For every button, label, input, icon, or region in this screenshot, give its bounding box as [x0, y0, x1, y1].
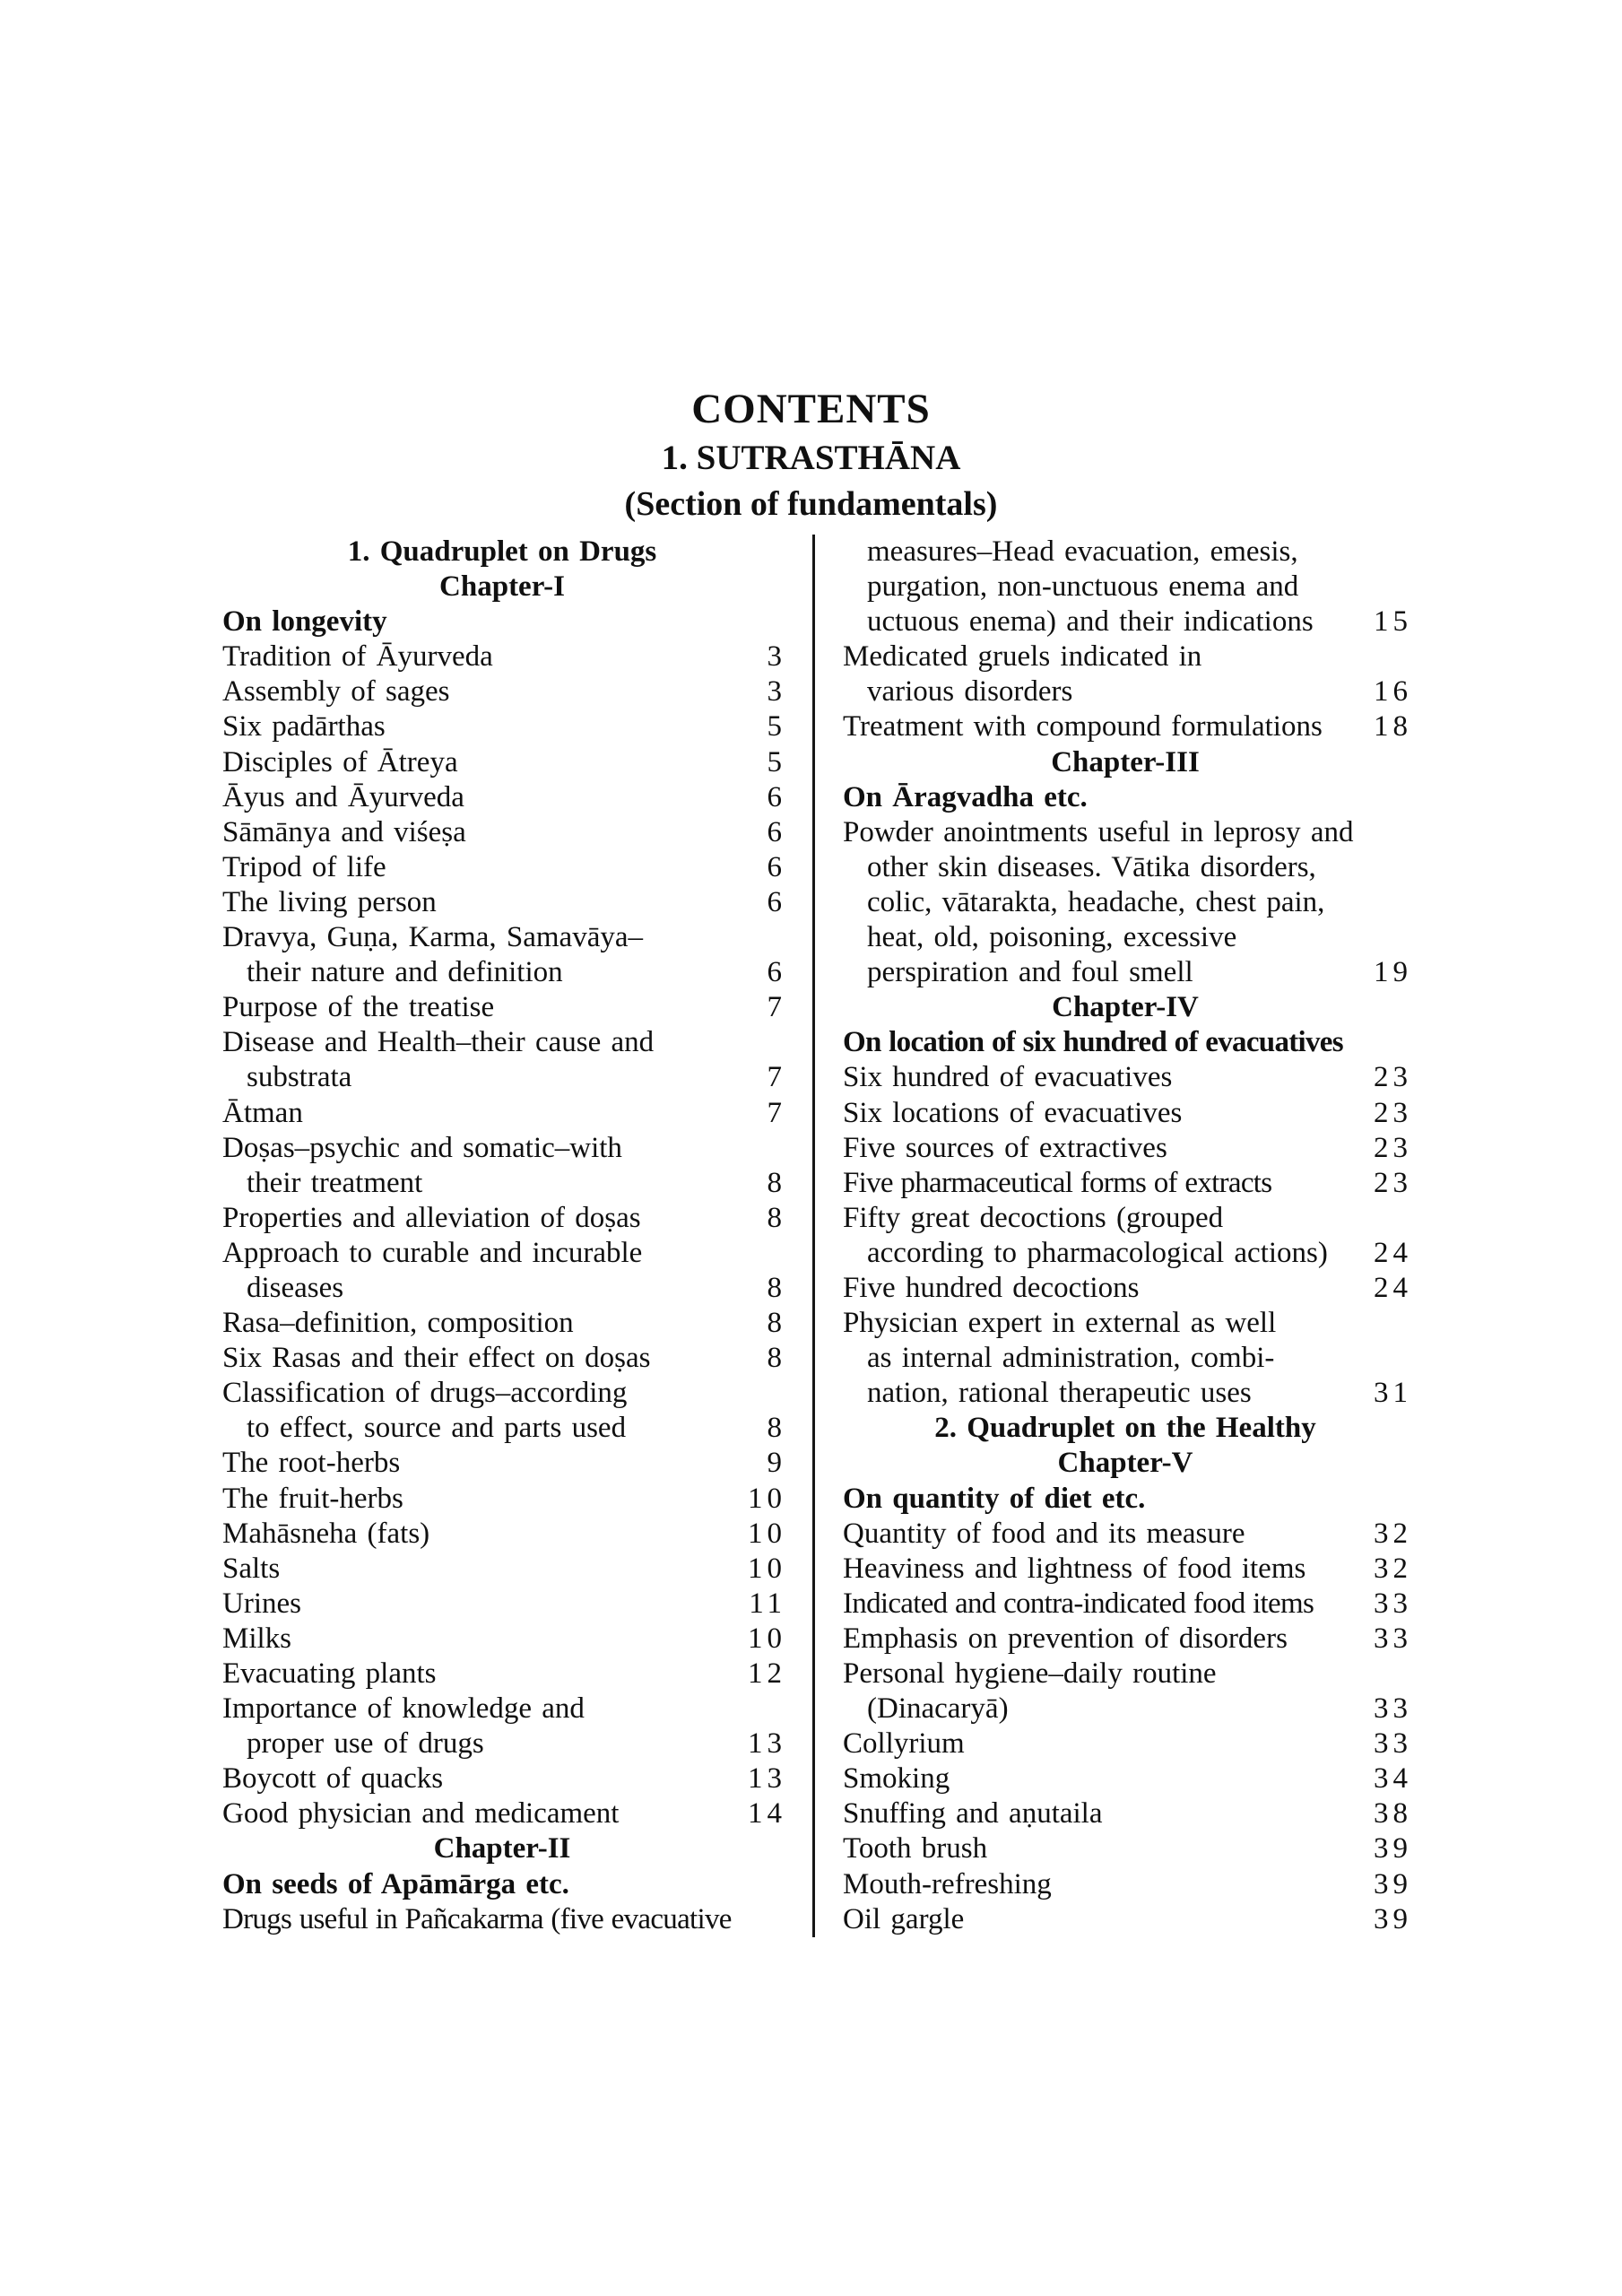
toc-text: measures–Head evacuation, emesis,	[867, 535, 1298, 568]
toc-text: Six hundred of evacuatives	[843, 1061, 1173, 1094]
toc-text: Good physician and medicament	[222, 1797, 620, 1831]
toc-entry	[843, 1131, 1412, 1166]
toc-text: Tooth brush	[843, 1832, 988, 1866]
toc-entry	[222, 639, 786, 674]
toc-text: substrata	[247, 1061, 352, 1094]
toc-entry	[222, 1552, 786, 1587]
page-number: 33	[1374, 1692, 1412, 1726]
toc-text: perspiration and foul smell	[867, 956, 1193, 989]
toc-entry	[843, 1867, 1412, 1902]
page-number: 6	[767, 815, 786, 848]
toc-text: to effect, source and parts used	[247, 1412, 627, 1445]
toc-text: Mahāsneha (fats)	[222, 1517, 430, 1550]
page-number: 7	[767, 1096, 786, 1129]
page-number: 10	[748, 1552, 786, 1585]
toc-text: Tripod of life	[222, 850, 386, 883]
toc-entry-continuation	[843, 955, 1412, 990]
toc-entry-continuation	[843, 604, 1412, 639]
toc-text: Five sources of extractives	[843, 1131, 1167, 1164]
toc-text: Sāmānya and viśeṣa	[222, 815, 466, 848]
page-number: 38	[1374, 1797, 1412, 1831]
toc-text: Tradition of Āyurveda	[222, 640, 493, 674]
toc-text: Quantity of food and its measure	[843, 1517, 1245, 1550]
section-heading	[843, 780, 1408, 815]
section-heading	[222, 604, 782, 639]
page-number: 24	[1374, 1271, 1412, 1304]
page-number: 19	[1374, 956, 1412, 989]
toc-entry	[843, 1271, 1412, 1306]
toc-entry	[222, 709, 786, 744]
toc-text: Properties and alleviation of doṣas	[222, 1201, 641, 1234]
toc-text: The living person	[222, 885, 437, 918]
page-number: 6	[767, 885, 786, 918]
toc-entry	[843, 1201, 1408, 1236]
toc-entry	[843, 1726, 1412, 1761]
page-number: 9	[767, 1447, 786, 1480]
toc-entry-continuation	[843, 535, 1408, 570]
toc-entry	[222, 1692, 782, 1726]
toc-text: Urines	[222, 1587, 301, 1620]
page-number: 3	[767, 640, 786, 674]
section-heading	[843, 1482, 1408, 1517]
toc-text: The root-herbs	[222, 1447, 401, 1480]
page-number: 10	[748, 1622, 786, 1655]
toc-text: Dravya, Guṇa, Karma, Samavāya–	[222, 921, 643, 954]
page-number: 8	[767, 1307, 786, 1340]
toc-entry	[222, 1376, 782, 1411]
toc-text: Assembly of sages	[222, 675, 450, 709]
toc-text: Emphasis on prevention of disorders	[843, 1622, 1288, 1655]
toc-entry	[843, 1306, 1408, 1341]
page-number: 14	[748, 1797, 786, 1831]
section-heading	[222, 1867, 782, 1902]
toc-text: Evacuating plants	[222, 1657, 437, 1690]
toc-column-left	[222, 535, 786, 1937]
toc-text: Snuffing and aṇutaila	[843, 1797, 1103, 1831]
page-number: 32	[1374, 1552, 1412, 1585]
section-subtitle: (Section of fundamentals)	[624, 485, 998, 523]
page-title: CONTENTS	[691, 386, 931, 432]
toc-text: their nature and definition	[247, 956, 563, 989]
page-number: 8	[767, 1342, 786, 1375]
page-number: 12	[748, 1657, 786, 1690]
toc-entry	[222, 990, 786, 1025]
toc-entry-continuation	[222, 955, 786, 990]
toc-text: Classification of drugs–according	[222, 1377, 628, 1410]
toc-text: as internal administration, combi-	[867, 1342, 1275, 1375]
toc-entry	[222, 1446, 786, 1481]
section-number-title: 1. SUTRASTHĀNA	[661, 439, 961, 477]
toc-text: Six Rasas and their effect on doṣas	[222, 1342, 651, 1375]
toc-entry-continuation	[843, 850, 1408, 885]
toc-columns	[222, 535, 1412, 1937]
page-number: 6	[767, 780, 786, 813]
toc-entry	[222, 885, 786, 920]
page-number: 15	[1374, 605, 1412, 639]
chapter-heading	[843, 745, 1408, 780]
toc-text: heat, old, poisoning, excessive	[867, 921, 1237, 954]
toc-entry	[222, 850, 786, 885]
toc-text: The fruit-herbs	[222, 1482, 403, 1515]
section-heading	[843, 1025, 1408, 1060]
toc-entry	[222, 1482, 786, 1517]
toc-column-right	[843, 535, 1412, 1937]
page-number: 10	[748, 1517, 786, 1550]
toc-entry	[222, 1306, 786, 1341]
chapter-heading	[843, 1411, 1408, 1446]
page-number: 33	[1374, 1727, 1412, 1761]
toc-text: according to pharmacological actions)	[867, 1236, 1328, 1269]
page-number: 6	[767, 850, 786, 883]
toc-text: Treatment with compound formulations	[843, 710, 1323, 744]
page-number: 16	[1374, 675, 1412, 709]
page-number: 13	[748, 1727, 786, 1761]
toc-text: various disorders	[867, 675, 1073, 709]
page-number: 8	[767, 1271, 786, 1304]
toc-text: Powder anointments useful in leprosy and	[843, 815, 1354, 848]
toc-text: Physician expert in external as well	[843, 1307, 1277, 1340]
toc-entry	[222, 745, 786, 780]
toc-entry	[222, 1622, 786, 1657]
page-number: 23	[1374, 1166, 1412, 1199]
toc-text: nation, rational therapeutic uses	[867, 1377, 1252, 1410]
page-number: 5	[767, 710, 786, 744]
page-number: 39	[1374, 1832, 1412, 1866]
toc-entry	[222, 1587, 786, 1622]
toc-text: Āyus and Āyurveda	[222, 780, 464, 813]
page-number: 23	[1374, 1131, 1412, 1164]
toc-entry	[222, 920, 782, 955]
toc-text: On longevity	[222, 605, 387, 639]
toc-text: Drugs useful in Pañcakarma (five evacuative	[222, 1902, 732, 1935]
toc-entry-continuation	[843, 674, 1412, 709]
toc-entry	[222, 1517, 786, 1552]
toc-entry	[222, 1236, 782, 1271]
toc-text: On seeds of Apāmārga etc.	[222, 1867, 569, 1900]
toc-text: Five hundred decoctions	[843, 1271, 1140, 1304]
toc-entry-continuation	[843, 885, 1408, 920]
toc-entry-continuation	[222, 1060, 786, 1095]
toc-text: Doṣas–psychic and somatic–with	[222, 1131, 622, 1164]
toc-entry	[843, 709, 1412, 744]
toc-text: Chapter-V	[1057, 1447, 1193, 1480]
toc-entry	[843, 639, 1408, 674]
toc-text: Oil gargle	[843, 1902, 965, 1935]
page-number: 8	[767, 1201, 786, 1234]
toc-entry	[222, 1025, 782, 1060]
page-number: 23	[1374, 1061, 1412, 1094]
toc-text: Disciples of Ātreya	[222, 745, 458, 778]
toc-text: Chapter-I	[439, 570, 565, 604]
toc-text: Personal hygiene–daily routine	[843, 1657, 1217, 1690]
page-number: 5	[767, 745, 786, 778]
toc-text: Medicated gruels indicated in	[843, 640, 1202, 674]
column-divider-rule	[812, 535, 815, 1937]
toc-entry	[843, 1060, 1412, 1095]
toc-text: Rasa–definition, composition	[222, 1307, 574, 1340]
chapter-heading	[222, 535, 782, 570]
toc-entry	[843, 1902, 1412, 1937]
toc-entry	[222, 1341, 786, 1376]
toc-entry-continuation	[843, 1341, 1408, 1376]
chapter-heading	[222, 570, 782, 604]
chapter-heading	[843, 990, 1408, 1025]
toc-entry	[222, 1201, 786, 1236]
page-number: 7	[767, 1061, 786, 1094]
toc-text: uctuous enema) and their indications	[867, 605, 1314, 639]
toc-entry	[843, 1657, 1408, 1692]
page-number: 6	[767, 956, 786, 989]
toc-text: Fifty great decoctions (grouped	[843, 1201, 1224, 1234]
toc-entry	[222, 1761, 786, 1796]
toc-entry-continuation	[222, 1726, 786, 1761]
toc-text: 2. Quadruplet on the Healthy	[934, 1412, 1316, 1445]
toc-text: Chapter-IV	[1052, 991, 1199, 1024]
toc-entry-continuation	[222, 1411, 786, 1446]
page-number: 10	[748, 1482, 786, 1515]
toc-entry	[222, 815, 786, 850]
toc-entry	[843, 1831, 1412, 1866]
toc-entry-continuation	[843, 1376, 1412, 1411]
toc-text: other skin diseases. Vātika disorders,	[867, 850, 1316, 883]
toc-text: Six locations of evacuatives	[843, 1096, 1183, 1129]
page-number: 8	[767, 1412, 786, 1445]
toc-entry	[843, 1796, 1412, 1831]
toc-entry-continuation	[222, 1271, 786, 1306]
toc-entry	[843, 1587, 1412, 1622]
toc-entry-continuation	[222, 1166, 786, 1201]
toc-entry-continuation	[843, 920, 1408, 955]
toc-text: Ātman	[222, 1096, 303, 1129]
toc-text: Boycott of quacks	[222, 1762, 444, 1796]
toc-entry	[222, 780, 786, 815]
toc-text: Chapter-II	[433, 1832, 571, 1866]
page-number: 33	[1374, 1587, 1412, 1620]
toc-entry	[222, 674, 786, 709]
toc-text: Collyrium	[843, 1727, 965, 1761]
page-number: 8	[767, 1166, 786, 1199]
toc-text: purgation, non-unctuous enema and	[867, 570, 1299, 604]
toc-text: Milks	[222, 1622, 292, 1655]
toc-text: Disease and Health–their cause and	[222, 1026, 655, 1059]
toc-text: Six padārthas	[222, 710, 386, 744]
toc-text: colic, vātarakta, headache, chest pain,	[867, 885, 1325, 918]
toc-text: Chapter-III	[1051, 745, 1200, 778]
toc-text: Mouth-refreshing	[843, 1867, 1052, 1900]
toc-text: On location of six hundred of evacuatives	[843, 1026, 1343, 1059]
toc-entry-continuation	[843, 1692, 1412, 1726]
toc-entry	[222, 1796, 786, 1831]
toc-text: 1. Quadruplet on Drugs	[347, 535, 657, 568]
toc-text: their treatment	[247, 1166, 423, 1199]
toc-text: Indicated and contra-indicated food items	[843, 1587, 1314, 1620]
page-number: 3	[767, 675, 786, 709]
toc-text: Heaviness and lightness of food items	[843, 1552, 1306, 1585]
toc-text: Purpose of the treatise	[222, 991, 495, 1024]
page-number: 18	[1374, 710, 1412, 744]
page-number: 11	[749, 1587, 786, 1620]
toc-text: Smoking	[843, 1762, 950, 1796]
toc-text: On Āragvadha etc.	[843, 780, 1088, 813]
toc-entry	[222, 1131, 782, 1166]
toc-entry-continuation	[843, 1236, 1412, 1271]
toc-text: Importance of knowledge and	[222, 1692, 585, 1726]
page-number: 13	[748, 1762, 786, 1796]
page-number: 39	[1374, 1867, 1412, 1900]
page-number: 23	[1374, 1096, 1412, 1129]
page-number: 31	[1374, 1377, 1412, 1410]
toc-text: On quantity of diet etc.	[843, 1482, 1146, 1515]
chapter-heading	[843, 1446, 1408, 1481]
toc-text: Approach to curable and incurable	[222, 1236, 643, 1269]
toc-entry	[843, 815, 1408, 850]
toc-entry	[843, 1622, 1412, 1657]
page-header	[0, 384, 1622, 526]
page-number: 7	[767, 991, 786, 1024]
page-number: 39	[1374, 1902, 1412, 1935]
toc-entry	[843, 1096, 1412, 1131]
toc-text: Five pharmaceutical forms of extracts	[843, 1166, 1272, 1199]
toc-entry	[843, 1761, 1412, 1796]
page-number: 24	[1374, 1236, 1412, 1269]
toc-text: Salts	[222, 1552, 281, 1585]
toc-text: proper use of drugs	[247, 1727, 484, 1761]
page-number: 33	[1374, 1622, 1412, 1655]
toc-text: (Dinacaryā)	[867, 1692, 1009, 1726]
toc-entry	[222, 1657, 786, 1692]
toc-entry	[843, 1552, 1412, 1587]
toc-entry	[222, 1902, 782, 1937]
toc-entry	[222, 1096, 786, 1131]
toc-entry	[843, 1166, 1412, 1201]
chapter-heading	[222, 1831, 782, 1866]
toc-entry	[843, 1517, 1412, 1552]
page-number: 32	[1374, 1517, 1412, 1550]
toc-text: diseases	[247, 1271, 344, 1304]
toc-entry-continuation	[843, 570, 1408, 604]
page-number: 34	[1374, 1762, 1412, 1796]
